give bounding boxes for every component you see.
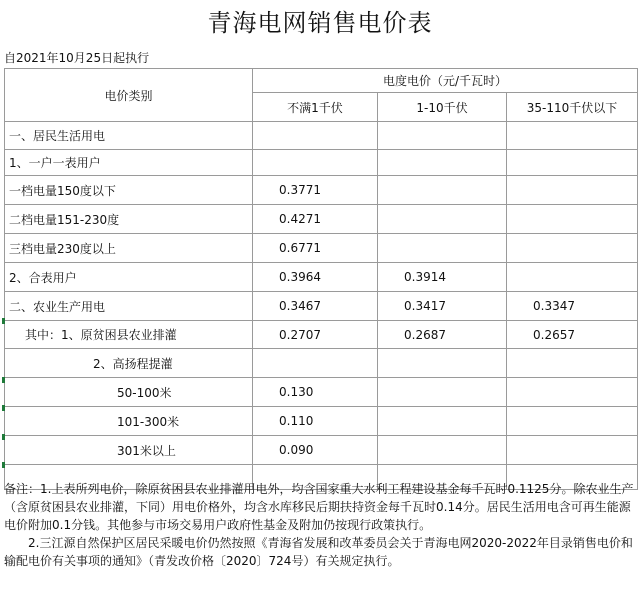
row-label: 其中：1、原贫困县农业排灌 [5, 321, 253, 349]
price-cell: 0.110 [253, 407, 378, 436]
price-cell [507, 436, 638, 465]
price-cell [507, 263, 638, 292]
price-cell: 0.3914 [378, 263, 507, 292]
price-cell: 0.3467 [253, 292, 378, 321]
price-cell [507, 234, 638, 263]
price-cell: 0.130 [253, 378, 378, 407]
price-cell [378, 150, 507, 176]
price-cell: 0.090 [253, 436, 378, 465]
row-label: 101-300米 [5, 407, 253, 436]
price-cell [378, 407, 507, 436]
price-table [4, 68, 638, 490]
price-cell: 0.4271 [253, 205, 378, 234]
price-cell [378, 234, 507, 263]
price-cell [507, 176, 638, 205]
price-cell [253, 150, 378, 176]
table-row [5, 407, 638, 436]
price-cell: 0.6771 [253, 234, 378, 263]
row-label: 三档电量230度以上 [5, 234, 253, 263]
price-cell [507, 122, 638, 150]
price-cell: 0.2657 [507, 321, 638, 349]
price-cell: 0.2707 [253, 321, 378, 349]
row-label: 2、合表用户 [5, 263, 253, 292]
price-cell [378, 349, 507, 378]
row-label: 301米以上 [5, 436, 253, 465]
notes [4, 480, 636, 570]
price-cell [378, 176, 507, 205]
row-label: 二档电量151-230度 [5, 205, 253, 234]
cell-marker [2, 462, 5, 468]
cell-marker [2, 405, 5, 411]
row-label: 1、一户一表用户 [5, 150, 253, 176]
table-row [5, 292, 638, 321]
page-title: 青海电网销售电价表 [207, 9, 433, 37]
price-cell [507, 205, 638, 234]
price-cell: 0.3964 [253, 263, 378, 292]
price-cell [253, 122, 378, 150]
table-row [5, 349, 638, 378]
price-cell [378, 122, 507, 150]
cell-marker [2, 434, 5, 440]
table-row [5, 150, 638, 176]
price-cell [507, 349, 638, 378]
price-cell: 0.2687 [378, 321, 507, 349]
price-cell [507, 150, 638, 176]
row-label: 2、高扬程提灌 [5, 349, 253, 378]
table-row [5, 263, 638, 292]
price-cell: 0.3417 [378, 292, 507, 321]
price-cell [507, 407, 638, 436]
cell-marker [2, 377, 5, 383]
row-label: 二、农业生产用电 [5, 292, 253, 321]
category-header: 电价类别 [5, 69, 253, 122]
table-row [5, 321, 638, 349]
row-label: 一、居民生活用电 [5, 122, 253, 150]
row-label: 50-100米 [5, 378, 253, 407]
price-cell: 0.3347 [507, 292, 638, 321]
table-row [5, 176, 638, 205]
price-cell [378, 378, 507, 407]
table-row [5, 205, 638, 234]
row-label: 一档电量150度以下 [5, 176, 253, 205]
table-row [5, 378, 638, 407]
note-1: 备注：1.上表所列电价，除原贫困县农业排灌用电外，均含国家重大水利工程建设基金每千瓦时0.1125分。除农业生产（含原贫困县农业排灌，下同）用电价格外，均含水库移民后期扶持资金每千瓦时0.14分。居民生活用电含可再生能源电价附加0.1分钱。其他参与市场交易用户政府性基金及附加仍按现行政策执行。 [4, 482, 634, 532]
effective-date: 自2021年10月25日起执行 [4, 51, 150, 65]
column-header: 1-10千伏 [378, 93, 507, 122]
price-cell: 0.3771 [253, 176, 378, 205]
note-2: 2.三江源自然保护区居民采暖电价仍然按照《青海省发展和改革委员会关于青海电网2020-2022年目录销售电价和输配电价有关事项的通知》（青发改价格〔2020〕724号）有关规定执行。 [4, 536, 633, 568]
table-row [5, 122, 638, 150]
price-cell [253, 349, 378, 378]
price-cell [378, 205, 507, 234]
table-row [5, 234, 638, 263]
price-cell [507, 378, 638, 407]
column-header: 35-110千伏以下 [507, 93, 638, 122]
price-header: 电度电价（元/千瓦时） [253, 69, 638, 93]
price-cell [378, 436, 507, 465]
table-row [5, 436, 638, 465]
cell-marker [2, 318, 5, 324]
column-header: 不满1千伏 [253, 93, 378, 122]
header-row-1 [5, 69, 638, 93]
